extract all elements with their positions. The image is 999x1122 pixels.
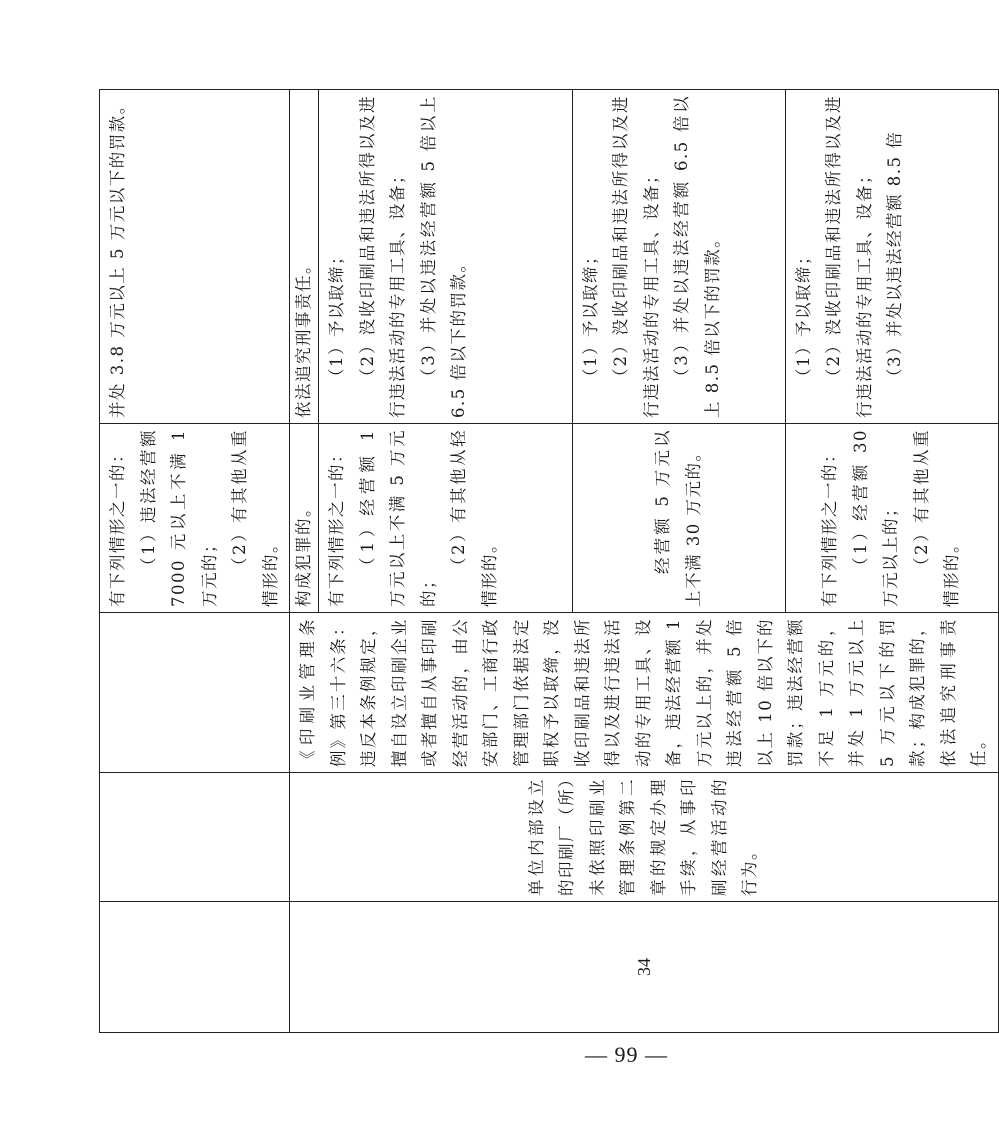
penalty-line: （2）没收印刷品和违法所得以及进行违法活动的专用工具、设备； xyxy=(611,95,661,418)
condition-item: （2）有其他从重情形的。 xyxy=(230,429,280,607)
penalty-line: （1）予以取缔； xyxy=(327,247,347,385)
condition-intro: 经营额 5 万元以上不满 30 万元的。 xyxy=(653,429,703,607)
penalty-line: （3）并处以违法经营额 5 倍以上 6.5 倍以下的罚款。 xyxy=(418,95,469,418)
condition-intro: 有下列情形之一的： xyxy=(820,445,840,607)
penalty-cell xyxy=(100,90,290,424)
penalty-standards-table xyxy=(99,89,999,1033)
behavior-cell-empty xyxy=(100,773,290,902)
condition-intro: 有下列情形之一的： xyxy=(108,445,127,607)
condition-intro: 构成犯罪的。 xyxy=(294,499,314,607)
condition-cell xyxy=(319,424,573,613)
rotated-table-container xyxy=(99,90,988,1033)
penalty-cell xyxy=(572,90,785,424)
page-number: — 99 — xyxy=(585,1042,668,1067)
condition-item: （1）违法经营额 7000 元以上不满 1 万元的； xyxy=(138,429,219,607)
condition-item: （2）有其他从重情形的。 xyxy=(911,429,962,607)
penalty-text: 并处 3.8 万元以上 5 万元以下的罚款。 xyxy=(108,96,127,418)
legal-basis: 《印刷业管理条例》第三十六条：违反本条例规定，擅自设立印刷企业或者擅自从事印刷经营活动的，由公安部门、工商行政管理部门依据法定职权予以取缔，没收印刷品和违法所得以及进行违法活动的专用工具、设备，违法经营额 1 万元以上的，并处违法经营额 5 倍以上 10 倍以下的罚款；违法经营额不足 1 万元的，并处 1 万元以上 5 万元以下的罚款；构成犯罪的，依法追究刑事责任。 xyxy=(290,613,999,773)
penalty-cell xyxy=(290,90,319,424)
penalty-line: （2）没收印刷品和违法所得以及进行违法活动的专用工具、设备； xyxy=(357,95,408,418)
penalty-line: （1）予以取缔； xyxy=(580,247,600,385)
condition-item: （1）经营额 1 万元以上不满 5 万元的； xyxy=(357,429,438,607)
condition-intro: 有下列情形之一的： xyxy=(327,445,347,607)
table-row xyxy=(100,90,290,1033)
penalty-cell xyxy=(319,90,573,424)
penalty-line: （3）并处以违法经营额 6.5 倍以上 8.5 倍以下的罚款。 xyxy=(672,95,722,418)
condition-cell xyxy=(290,424,319,613)
condition-cell xyxy=(100,424,290,613)
penalty-line: （3）并处以违法经营额 8.5 倍 xyxy=(885,130,905,385)
condition-cell xyxy=(785,424,998,613)
illegal-behavior: 单位内部设立的印刷厂（所）未依照印刷业管理条例第二章的规定办理手续，从事印刷经营活动的行为。 xyxy=(290,773,999,902)
condition-item: （1）经营额 30 万元以上的； xyxy=(850,429,901,607)
penalty-line: （2）没收印刷品和违法所得以及进行违法活动的专用工具、设备； xyxy=(824,95,874,418)
penalty-line: （1）予以取缔； xyxy=(793,247,813,385)
number-cell-empty xyxy=(100,902,290,1033)
penalty-cell xyxy=(785,90,998,424)
row-number: 34 xyxy=(290,902,999,1033)
condition-item: （2）有其他从轻情形的。 xyxy=(449,429,499,607)
penalty-line: 依法追究刑事责任。 xyxy=(294,256,314,418)
table-row xyxy=(290,90,319,1033)
condition-cell xyxy=(572,424,785,613)
basis-cell-empty xyxy=(100,613,290,773)
